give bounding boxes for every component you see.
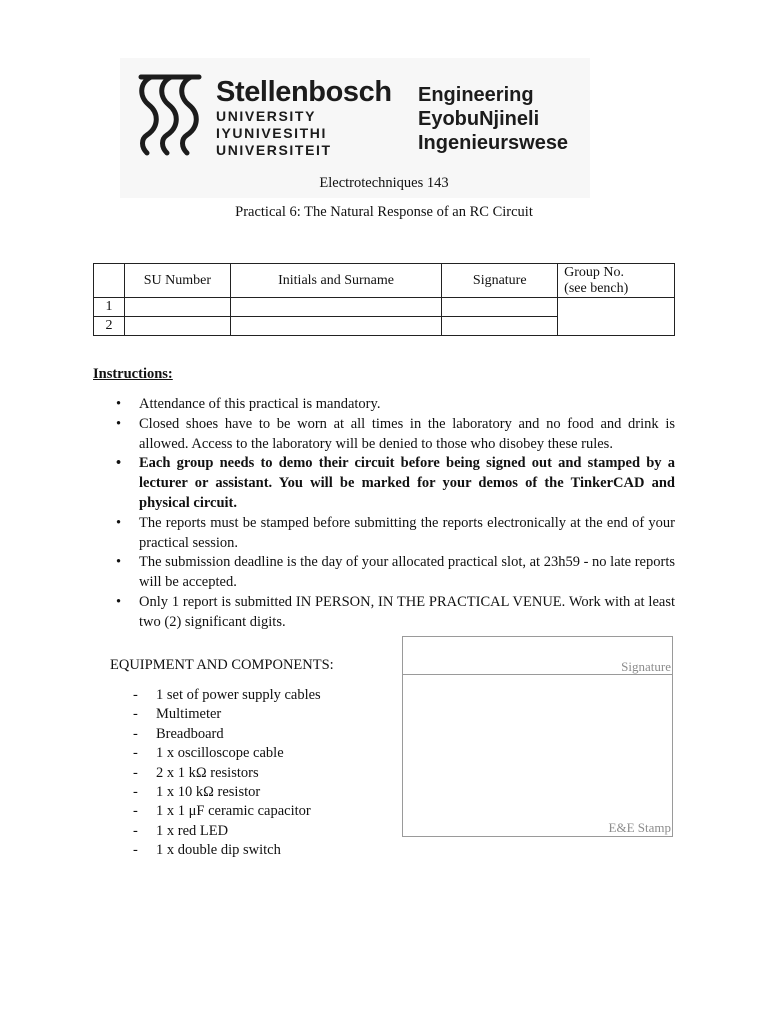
dash-bullet: - bbox=[133, 822, 138, 839]
stamp-divider bbox=[403, 674, 672, 675]
signature-header: Signature bbox=[442, 264, 558, 298]
list-item: • Closed shoes have to be worn at all times in the laboratory and no food and drink is allowed. Access to the laboratory will be denied to those who disobey these rules. bbox=[139, 415, 675, 455]
group-number-header bbox=[558, 264, 675, 298]
name-field[interactable] bbox=[230, 298, 442, 317]
su-number-field[interactable] bbox=[124, 298, 230, 317]
equipment-item: 1 x 10 kΩ resistor bbox=[156, 784, 261, 801]
equipment-list bbox=[133, 686, 321, 861]
list-item: • Attendance of this practical is mandatory. bbox=[139, 395, 675, 415]
university-line-english: UNIVERSITY bbox=[216, 108, 317, 124]
university-line-xhosa: IYUNIVESITHI bbox=[216, 125, 327, 141]
signature-field[interactable] bbox=[442, 317, 558, 336]
signature-label: Signature bbox=[621, 659, 671, 674]
list-item bbox=[133, 686, 321, 705]
list-item bbox=[133, 822, 321, 841]
university-name: Stellenbosch bbox=[216, 76, 392, 108]
equipment-heading: EQUIPMENT AND COMPONENTS: bbox=[110, 657, 334, 673]
equipment-item: 1 x double dip switch bbox=[156, 842, 281, 859]
group-number-header-line1: Group No. bbox=[564, 264, 625, 280]
equipment-item: 1 set of power supply cables bbox=[156, 687, 321, 703]
row-number: 2 bbox=[94, 317, 125, 336]
stamp-label: E&E Stamp bbox=[608, 820, 671, 835]
signature-stamp-box[interactable] bbox=[402, 636, 673, 837]
list-item: • Only 1 report is submitted IN PERSON, IN THE PRACTICAL VENUE. Work with at least two (2) significant digits. bbox=[139, 593, 675, 633]
list-item: • The reports must be stamped before submitting the reports electronically at the end of your practical session. bbox=[139, 514, 675, 554]
list-item bbox=[133, 783, 321, 802]
list-item bbox=[133, 764, 321, 783]
list-item bbox=[133, 841, 321, 860]
row-number-header bbox=[94, 264, 125, 298]
name-header: Initials and Surname bbox=[230, 264, 442, 298]
dash-bullet: - bbox=[133, 706, 138, 723]
group-number-field[interactable] bbox=[558, 298, 675, 336]
equipment-item: Multimeter bbox=[156, 706, 222, 723]
su-number-field[interactable] bbox=[124, 317, 230, 336]
equipment-item: 2 x 1 kΩ resistors bbox=[156, 764, 259, 781]
instructions-heading: Instructions: bbox=[93, 366, 173, 382]
group-table-header-row bbox=[94, 264, 675, 298]
list-item: • The submission deadline is the day of your allocated practical slot, at 23h59 - no late reports will be accepted. bbox=[139, 553, 675, 593]
stellenbosch-crest-icon bbox=[137, 73, 203, 159]
group-table bbox=[93, 263, 675, 336]
list-item bbox=[133, 802, 321, 821]
su-number-header: SU Number bbox=[124, 264, 230, 298]
list-item: • Each group needs to demo their circuit before being signed out and stamped by a lecturer or assistant. You will be marked for your demos of the TinkerCAD and physical circuit. bbox=[139, 454, 675, 513]
equipment-item: Breadboard bbox=[156, 725, 224, 742]
university-brand bbox=[216, 76, 392, 159]
faculty-name bbox=[418, 83, 568, 155]
list-item bbox=[133, 744, 321, 763]
name-field[interactable] bbox=[230, 317, 442, 336]
dash-bullet: - bbox=[133, 784, 138, 801]
dash-bullet: - bbox=[133, 725, 138, 742]
instructions-list bbox=[93, 395, 675, 633]
row-number: 1 bbox=[94, 298, 125, 317]
group-number-header-line2: (see bench) bbox=[564, 280, 629, 296]
dash-bullet: - bbox=[133, 745, 138, 762]
dash-bullet: - bbox=[133, 842, 138, 859]
university-line-afrikaans: UNIVERSITEIT bbox=[216, 142, 332, 158]
equipment-item: 1 x red LED bbox=[156, 822, 229, 839]
course-title: Electrotechniques 143 bbox=[319, 175, 449, 191]
dash-bullet: - bbox=[133, 687, 138, 703]
faculty-line-afrikaans: Ingenieurswese bbox=[418, 132, 569, 154]
table-row bbox=[94, 298, 675, 317]
dash-bullet: - bbox=[133, 764, 138, 781]
list-item bbox=[133, 705, 321, 724]
dash-bullet: - bbox=[133, 803, 138, 820]
list-item bbox=[133, 725, 321, 744]
practical-title: Practical 6: The Natural Response of an RC Circuit bbox=[235, 204, 533, 220]
equipment-item: 1 x oscilloscope cable bbox=[156, 745, 284, 762]
faculty-line-english: Engineering bbox=[418, 84, 534, 106]
signature-field[interactable] bbox=[442, 298, 558, 317]
equipment-item: 1 x 1 μF ceramic capacitor bbox=[156, 803, 311, 820]
faculty-line-xhosa: EyobuNjineli bbox=[418, 108, 540, 130]
